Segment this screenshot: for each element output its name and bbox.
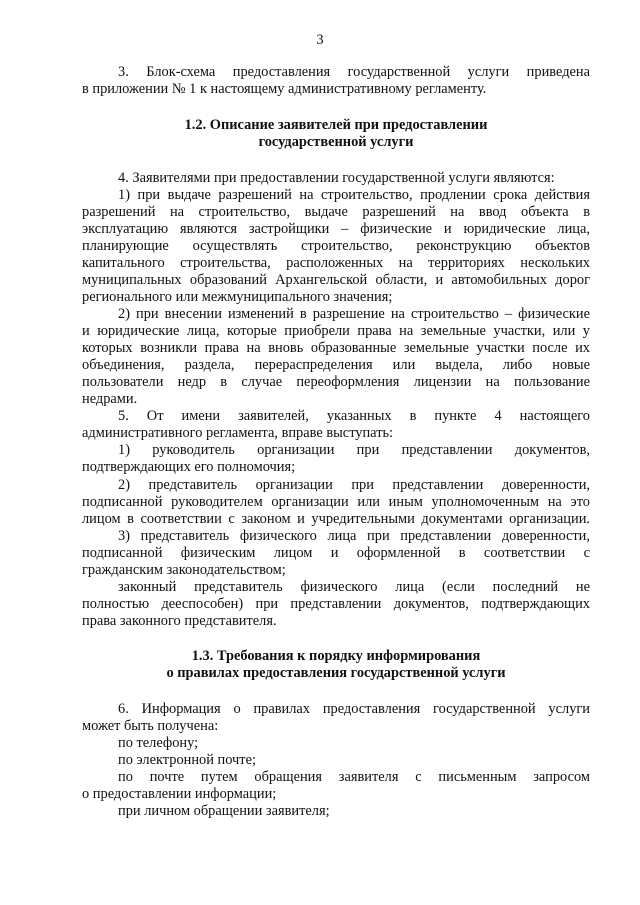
para5-line-7: лицом в соответствии с законом и учредительными документами организации. xyxy=(82,511,590,527)
para4-line-12: объединения, раздела, перераспределения или выдела, либо новые xyxy=(82,357,590,373)
section-1-3-title-line-2: о правилах предоставления государственной услуги xyxy=(166,665,506,681)
para4-line-9: 2) при внесении изменений в разрешение на строительство – физические xyxy=(118,306,590,322)
para4-line-14: недрами. xyxy=(82,391,138,407)
page-number: 3 xyxy=(316,32,324,48)
para4-line-2: 1) при выдаче разрешений на строительство, продлении срока действия xyxy=(118,187,590,203)
para5-line-9: подписанной физическим лицом и оформленной в соответствии с xyxy=(82,545,590,561)
para5-line-6: подписанной руководителем организации или иным уполномоченным на это xyxy=(82,494,590,510)
para5-line-3: 1) руководитель организации при представлении документов, xyxy=(118,442,590,458)
para5-line-5: 2) представитель организации при представлении доверенности, xyxy=(118,477,590,493)
para4-line-3: разрешений на строительство, выдаче разрешений на ввод объекта в xyxy=(82,204,590,220)
para6-line-5: по почте путем обращения заявителя с письменным запросом xyxy=(118,769,590,785)
para5-line-11: законный представитель физического лица (если последний не xyxy=(118,579,590,595)
para4-line-11: которых возникли права на вновь образованные земельные участки после их xyxy=(82,340,590,356)
para5-line-1: 5. От имени заявителей, указанных в пункте 4 настоящего xyxy=(118,408,590,424)
para5-line-8: 3) представитель физического лица при представлении доверенности, xyxy=(118,528,590,544)
para4-line-6: капитального строительства, расположенных на территориях нескольких xyxy=(82,255,590,271)
section-1-2-title-line-2: государственной услуги xyxy=(258,134,414,150)
para6-line-1: 6. Информация о правилах предоставления государственной услуги xyxy=(118,701,590,717)
para5-line-10: гражданским законодательством; xyxy=(82,562,286,578)
para4-line-8: регионального или межмуниципального значения; xyxy=(82,289,393,305)
para4-line-10: и юридические лица, которые приобрели права на земельные участки, или у xyxy=(82,323,590,339)
para6-line-7: при личном обращении заявителя; xyxy=(118,803,330,819)
para5-line-2: административного регламента, вправе выступать: xyxy=(82,425,394,441)
para6-line-4: по электронной почте; xyxy=(118,752,256,768)
section-1-3-title-line-1: 1.3. Требования к порядку информирования xyxy=(191,648,481,664)
para4-line-13: пользователи недр в случае переоформления лицензии на пользование xyxy=(82,374,590,390)
para6-line-2: может быть получена: xyxy=(82,718,219,734)
para4-line-5: планирующие осуществлять строительство, реконструкцию объектов xyxy=(82,238,590,254)
para6-line-3: по телефону; xyxy=(118,735,199,751)
section-1-2-title-line-1: 1.2. Описание заявителей при предоставлении xyxy=(184,117,488,133)
para5-line-4: подтверждающих его полномочия; xyxy=(82,459,296,475)
para3-line-1: 3. Блок-схема предоставления государственной услуги приведена xyxy=(118,64,590,80)
para4-line-7: муниципальных образований Архангельской области, и автомобильных дорог xyxy=(82,272,590,288)
para6-line-6: о предоставлении информации; xyxy=(82,786,277,802)
para5-line-13: права законного представителя. xyxy=(82,613,277,629)
para5-line-12: полностью дееспособен) при представлении документов, подтверждающих xyxy=(82,596,590,612)
para4-line-4: эксплуатацию являются застройщики – физические и юридические лица, xyxy=(82,221,590,237)
para3-line-2: в приложении № 1 к настоящему административному регламенту. xyxy=(82,81,487,97)
para4-line-1: 4. Заявителями при предоставлении государственной услуги являются: xyxy=(118,170,555,186)
